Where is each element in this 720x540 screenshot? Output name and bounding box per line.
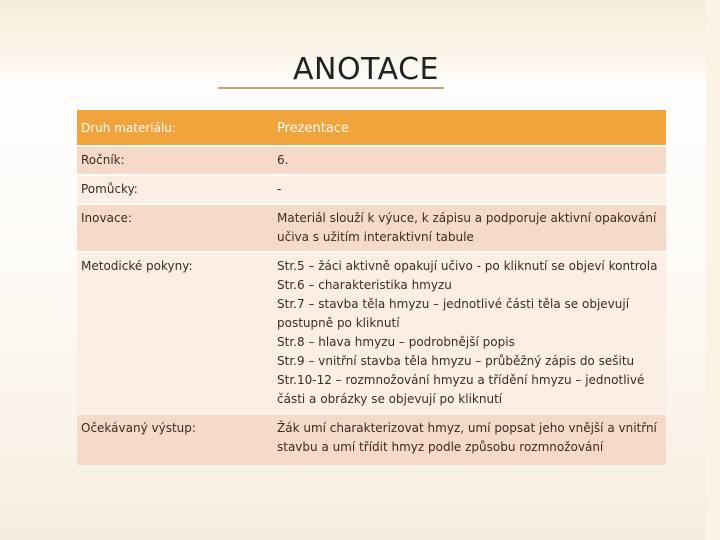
row-value: -: [273, 176, 666, 203]
row-value: [273, 253, 666, 413]
row-label: Inovace:: [77, 205, 273, 251]
instruction-line: Str.10-12 – rozmnožování hmyzu a třídění hmyzu – jednotlivé části a obrázky se objevují po kliknutí: [277, 373, 645, 406]
side-stripe: [706, 0, 720, 540]
row-label: Očekávaný výstup:: [77, 415, 273, 465]
row-label: Metodické pokyny:: [77, 253, 273, 413]
annotation-table: [77, 108, 666, 467]
row-value: 6.: [273, 147, 666, 174]
table-row-rocnik: [77, 147, 666, 174]
table-row-vystup: [77, 415, 666, 465]
row-label: Pomůcky:: [77, 176, 273, 203]
table-row-inovace: [77, 205, 666, 251]
instruction-line: Str.8 – hlava hmyzu – podrobnější popis: [277, 335, 515, 349]
table-row-pomucky: [77, 176, 666, 203]
row-value: Žák umí charakterizovat hmyz, umí popsat jeho vnější a vnitřní stavbu a umí třídit hmyz podle způsobu rozmnožování: [273, 415, 666, 465]
table-row-druh: [77, 110, 666, 145]
instruction-line: Str.6 – charakteristika hmyzu: [277, 278, 452, 292]
row-value: Prezentace: [273, 110, 666, 145]
page-title: ANOTACE: [293, 52, 439, 87]
row-label: Ročník:: [77, 147, 273, 174]
instruction-line: Str.9 – vnitřní stavba těla hmyzu – průběžný zápis do sešitu: [277, 354, 635, 368]
instruction-line: Str.5 – žáci aktivně opakují učivo - po kliknutí se objeví kontrola: [277, 259, 658, 273]
title-underline: [218, 87, 444, 89]
row-label: Druh materiálu:: [77, 110, 273, 145]
row-value: Materiál slouží k výuce, k zápisu a podporuje aktivní opakování učiva s užitím interaktivní tabule: [273, 205, 666, 251]
instruction-line: Str.7 – stavba těla hmyzu – jednotlivé části těla se objevují postupně po kliknutí: [277, 297, 630, 330]
table-row-metodicke: [77, 253, 666, 413]
